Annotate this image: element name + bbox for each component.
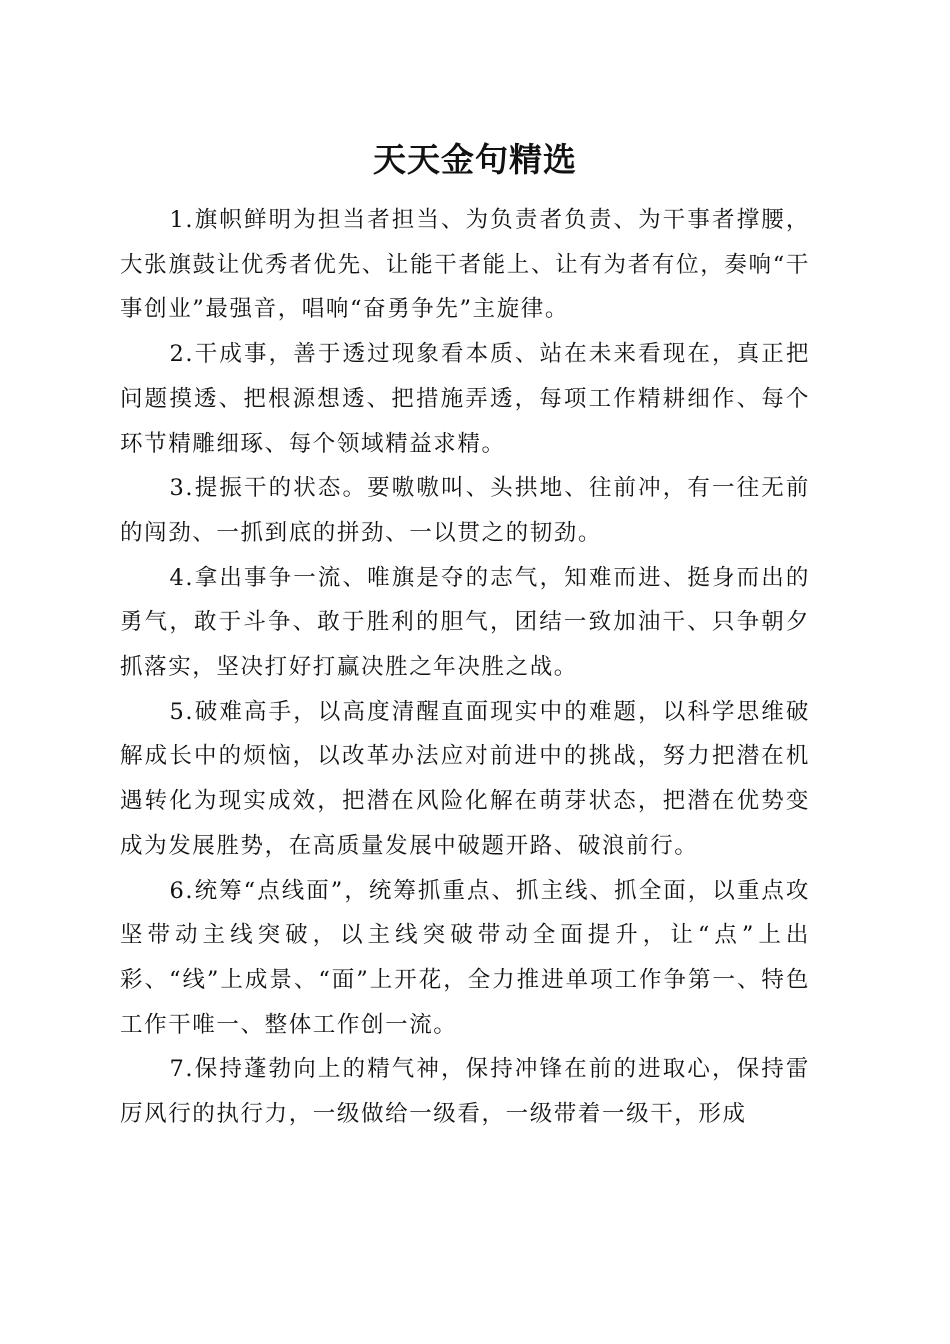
quote-paragraph-3: 3.提振干的状态。要嗷嗷叫、头拱地、往前冲，有一往无前的闯劲、一抓到底的拼劲、一以贯之的韧劲。 xyxy=(120,475,810,546)
quote-paragraph-2: 2.干成事，善于透过现象看本质、站在未来看现在，真正把问题摸透、把根源想透、把措施弄透，每项工作精耕细作、每个环节精雕细琢、每个领域精益求精。 xyxy=(120,341,810,457)
quote-paragraph-5: 5.破难高手，以高度清醒直面现实中的难题，以科学思维破解成长中的烦恼，以改革办法应对前进中的挑战，努力把潜在机遇转化为现实成效，把潜在风险化解在萌芽状态，把潜在优势变成为发展胜势，在高质量发展中破题开路、破浪前行。 xyxy=(120,698,810,859)
quote-paragraph-7: 7.保持蓬勃向上的精气神，保持冲锋在前的进取心，保持雷厉风行的执行力，一级做给一级看，一级带着一级干，形成 xyxy=(120,1056,810,1128)
quote-paragraph-4: 4.拿出事争一流、唯旗是夺的志气，知难而进、挺身而出的勇气，敢于斗争、敢于胜利的胆气，团结一致加油干、只争朝夕抓落实，坚决打好打赢决胜之年决胜之战。 xyxy=(120,564,810,681)
document-title: 天天金句精选 xyxy=(373,140,577,179)
quote-paragraph-1: 1.旗帜鲜明为担当者担当、为负责者负责、为干事者撑腰，大张旗鼓让优秀者优先、让能干者能上、让有为者有位，奏响“干事创业”最强音，唱响“奋勇争先”主旋律。 xyxy=(120,207,810,323)
document-body xyxy=(120,198,810,1137)
quote-paragraph-6: 6.统筹“点线面”，统筹抓重点、抓主线、抓全面，以重点攻坚带动主线突破，以主线突破带动全面提升，让“点”上出彩、“线”上成景、“面”上开花，全力推进单项工作争第一、特色工作干唯一、整体工作创一流。 xyxy=(120,877,810,1038)
